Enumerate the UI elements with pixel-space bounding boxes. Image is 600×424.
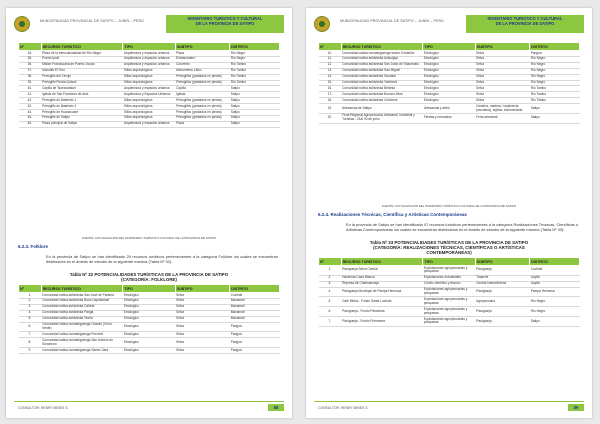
resource-district: Pangoa <box>230 332 280 338</box>
resource-subtype: Selva <box>475 74 530 80</box>
resource-type: Arquitectura y espacios urbanos <box>123 86 175 92</box>
resource-name: Comunidad nativa asháninka Buenos Aires <box>341 92 423 98</box>
resource-district: Pangoa <box>230 322 280 332</box>
resource-name: Comunidad nativa nomatsiguenga Santa Clara <box>41 348 123 354</box>
resource-district: Satipo <box>530 104 580 114</box>
resource-type: Etnológico <box>423 74 475 80</box>
resource-name: Comunidad nativa asháninka San Miguel <box>341 68 423 74</box>
header-col-district: DISTRITO <box>530 258 580 266</box>
table-caption-line1: Tabla Nº 32 POTENCIALIDADES TURÍSTICAS DE LA PROVINCIA DE SATIPO <box>69 272 229 277</box>
row-number: 1. <box>19 293 42 299</box>
document-title-box <box>166 15 284 33</box>
resource-type: Sitios arqueológicos <box>123 74 175 80</box>
header-col-district: DISTRITO <box>230 43 280 51</box>
resource-type: Explotaciones agropecuarias y pesqueras <box>423 287 475 297</box>
resource-type: Etnológico <box>123 338 175 348</box>
row-number: 5. <box>19 316 42 322</box>
resource-district: Río Tambo <box>530 98 580 104</box>
resource-name: Piscigranja Selva Central <box>341 266 423 276</box>
resource-subtype: Selva <box>175 304 230 310</box>
municipality-logo-icon <box>314 16 330 32</box>
resource-type: Explotaciones agropecuarias y pesqueras <box>423 297 475 307</box>
resource-district: Satipo <box>230 92 280 98</box>
resource-name: Comunidad nativa asháninka Cañete <box>41 304 123 310</box>
resource-district: Mazamari <box>230 304 280 310</box>
resource-subtype: Plaza <box>175 51 230 57</box>
header-col-resource: RECURSO TURISTICO <box>41 285 123 293</box>
resource-subtype: Cestería, madera / carpintería (escultura), tejidos, indumentaria <box>475 104 530 114</box>
row-number: 16. <box>319 86 342 92</box>
resource-name: Comunidad nativa asháninka San José de Paramá <box>41 293 123 299</box>
resource-name: Piscigranja - Fundo Primavera <box>341 317 423 327</box>
resource-name: Capilla de Tsancuatsiari <box>41 86 123 92</box>
resource-name: Comunidad nativa asháninka Pangá <box>41 310 123 316</box>
resource-name: Comunidad nativa asháninka Saurialá <box>341 74 423 80</box>
resource-district: Río Tambo <box>230 74 280 80</box>
resource-subtype: Central hidroeléctrica <box>475 281 530 287</box>
header-col-type: TIPO <box>123 43 175 51</box>
resource-subtype: Petroglifos (grabados en piedra) <box>175 110 230 116</box>
header-col-number: Nº <box>19 43 42 51</box>
row-number: 17. <box>319 92 342 98</box>
row-number: 20. <box>319 113 342 123</box>
header-col-subtype: SUBTIPO <box>475 43 530 51</box>
row-number: 2. <box>19 298 42 304</box>
resource-type: Etnológico <box>123 332 175 338</box>
page-right <box>306 8 592 418</box>
row-number: 3. <box>319 281 342 287</box>
row-number: 19. <box>319 104 342 114</box>
resource-subtype: Piscigranja <box>475 266 530 276</box>
resource-name: Puerto Ipoki <box>41 56 123 62</box>
resource-type: Etnológico <box>423 56 475 62</box>
resource-name: Comunidad nativa nomatsiguenga sector Cesarilho <box>341 51 423 57</box>
resource-type: Etnológico <box>423 98 475 104</box>
row-number: 14. <box>319 74 342 80</box>
resource-subtype: Petroglifos (grabados en piedra) <box>175 104 230 110</box>
resource-district: Río Negro <box>530 62 580 68</box>
row-number: 7. <box>19 332 42 338</box>
resource-name: Represa de Chalhuamayo <box>341 281 423 287</box>
page-left <box>6 8 292 418</box>
page-header <box>314 15 584 35</box>
resource-subtype: Selva <box>175 293 230 299</box>
resource-name: Petroglifo de Huanacuare <box>41 110 123 116</box>
contemporary-achievements-table <box>318 257 580 327</box>
row-number: 15. <box>319 80 342 86</box>
row-number: 18. <box>319 98 342 104</box>
resource-name: Comunidad nativa asháninka Yavirironi <box>341 80 423 86</box>
resource-name: Petroglifo Piedra Quisoli <box>41 80 123 86</box>
resource-subtype: Piscigranja <box>475 287 530 297</box>
row-number: 12. <box>319 62 342 68</box>
resource-type: Etnológico <box>423 62 475 68</box>
resource-name: Petroglifo de Satipo <box>41 115 123 121</box>
resource-district: Mazamari <box>230 310 280 316</box>
header-col-subtype: SUBTIPO <box>175 43 230 51</box>
resource-type: Arquitectura y Espacios Urbanos <box>123 92 175 98</box>
resource-subtype: Selva <box>175 338 230 348</box>
table-row <box>319 287 580 297</box>
document-title-line2: DE LA PROVINCIA DE SATIPO <box>195 20 255 26</box>
resource-type: Etnológico <box>123 298 175 304</box>
resource-district: Satipo <box>230 121 280 127</box>
table-source-note: FUENTE: ACTUALIZACIÓN DEL INVENTARIO TURÍSTICO CULTURAL DE LA PROVINCIA DE SATIPO <box>81 236 217 240</box>
table-caption <box>20 272 278 282</box>
document-title-box <box>466 15 584 33</box>
row-number: 8. <box>19 338 42 348</box>
table-row <box>319 113 580 123</box>
resource-district: Coviriali <box>230 293 280 299</box>
resource-district: Río Negro <box>230 51 280 57</box>
resource-district: Río Tambo <box>230 68 280 74</box>
resource-subtype: Piscigranja <box>475 307 530 317</box>
resource-district: Satipo <box>230 86 280 92</box>
resource-name: Café Misha - Fundo Santa Lucinda <box>341 297 423 307</box>
resource-district: Pangoa <box>230 338 280 348</box>
section-paragraph: En la provincia de Satipo se han identificado 20 recursos turísticos pertenecientes a la categoría Folklore los cuales se encuentran distribuidos en el ámbito de estudio de la siguiente manera (Tabla Nº 32): <box>46 254 278 265</box>
resource-type: Etnológico <box>423 86 475 92</box>
resource-type: Arquitectura y espacios urbanos <box>123 56 175 62</box>
row-number: 11. <box>319 56 342 62</box>
municipality-name: MUNICIPALIDAD PROVINCIAL DE SATIPO – JUNÍN – PERÚ <box>40 19 144 23</box>
row-number: 42. <box>19 98 42 104</box>
header-col-district: DISTRITO <box>230 285 280 293</box>
row-number: 13. <box>319 68 342 74</box>
resource-type: Etnológico <box>123 316 175 322</box>
row-number: 40. <box>19 86 42 92</box>
resource-type: Etnológico <box>123 310 175 316</box>
resource-subtype: Embarcadero <box>175 56 230 62</box>
municipality-logo-icon <box>14 16 30 32</box>
resource-type: Etnológico <box>123 293 175 299</box>
header-col-type: TIPO <box>423 258 475 266</box>
resource-district: Río Negro <box>530 80 580 86</box>
row-number: 7. <box>319 317 342 327</box>
resource-district: Satipo <box>230 110 280 116</box>
resource-subtype: Plaza <box>175 121 230 127</box>
resource-name: Comunidad nativa asháninka Cutivireni <box>341 98 423 104</box>
resource-table-left-top <box>18 42 280 128</box>
header-col-district: DISTRITO <box>530 43 580 51</box>
row-number: 2. <box>319 275 342 281</box>
document-title-line2: DE LA PROVINCIA DE SATIPO <box>495 20 555 26</box>
resource-subtype: Piscigranja <box>475 317 530 327</box>
resource-type: Arquitectura y espacios urbanos <box>123 62 175 68</box>
resource-district: Pampa Hermosa <box>530 287 580 297</box>
row-number: 45. <box>19 115 42 121</box>
resource-subtype: Feria artesanal <box>475 113 530 123</box>
resource-table-right-top <box>318 42 580 124</box>
resource-name: Piscigranja - Fundo Palmeiras <box>341 307 423 317</box>
row-number: 6. <box>19 322 42 332</box>
resource-name: Monolito El Toro <box>41 68 123 74</box>
resource-district: Pangoa <box>230 348 280 354</box>
table-row <box>19 121 280 127</box>
resource-district: Río Negro <box>530 56 580 62</box>
section-heading: 6.2.3. Folklore <box>18 244 49 249</box>
row-number: 35. <box>19 56 42 62</box>
row-number: 37. <box>19 68 42 74</box>
row-number: 5. <box>319 297 342 307</box>
row-number: 38. <box>19 74 42 80</box>
table-row <box>19 322 280 332</box>
table-caption-line1: Tabla Nº 33 POTENCIALIDADES TURÍSTICAS DE LA PROVINCIA DE SATIPO <box>369 240 529 245</box>
resource-subtype: Selva <box>475 56 530 62</box>
resource-type: Explotaciones agropecuarias y pesqueras <box>423 307 475 317</box>
resource-name: Iglesia de San Francisco de Asís <box>41 92 123 98</box>
resource-district: Río Negro <box>530 307 580 317</box>
resource-name: Comunidad nativa asháninka Teoria <box>41 316 123 322</box>
resource-district: Llaylla <box>530 281 580 287</box>
resource-district: Llaylla <box>530 275 580 281</box>
resource-subtype: Selva <box>175 310 230 316</box>
resource-district: Mazamari <box>230 316 280 322</box>
resource-subtype: Monumento Lítico <box>175 68 230 74</box>
resource-district: Satipo <box>230 104 280 110</box>
row-number: 6. <box>319 307 342 317</box>
header-col-number: Nº <box>319 258 342 266</box>
resource-type: Artesanías y artes <box>423 104 475 114</box>
table-row <box>319 297 580 307</box>
resource-subtype: Selva <box>175 298 230 304</box>
row-number: 39. <box>19 80 42 86</box>
resource-subtype: Selva <box>475 80 530 86</box>
resource-name: Artesanías de Satipo <box>341 104 423 114</box>
resource-type: Explotaciones agropecuarias y pesqueras <box>423 317 475 327</box>
resource-type: Sitios arqueológicos <box>123 110 175 116</box>
resource-type: Fiestas y mercados <box>423 113 475 123</box>
row-number: 9. <box>19 348 42 354</box>
resource-type: Etnológico <box>423 80 475 86</box>
resource-district: Satipo <box>230 98 280 104</box>
table-caption-line3: CONTEMPORÁNEAS) <box>426 250 472 255</box>
row-number: 4. <box>19 310 42 316</box>
resource-district: Río Tambo <box>230 80 280 86</box>
resource-name: Petroglifo de Bateriato 2 <box>41 104 123 110</box>
resource-name: Comunidad nativa nomatsiguenga Chavini (Cerro Verde) <box>41 322 123 332</box>
resource-subtype: Selva <box>475 68 530 74</box>
header-col-subtype: SUBTIPO <box>175 285 230 293</box>
resource-district: Mazamari <box>230 298 280 304</box>
resource-subtype: Capilla <box>175 86 230 92</box>
resource-name: Comunidad nativa asháninka Autsuijaja <box>341 56 423 62</box>
section-heading: 6.2.4. Realizaciones Técnicas, Científica y Artísticas Contemporáneas <box>318 212 467 217</box>
header-col-subtype: SUBTIPO <box>475 258 530 266</box>
resource-type: Centro científico y técnico <box>423 281 475 287</box>
resource-type: Sitios arqueológicos <box>123 104 175 110</box>
resource-name: Hacienda Casa Blanca <box>341 275 423 281</box>
header-col-number: Nº <box>319 43 342 51</box>
resource-type: Explotaciones agropecuarias y pesqueras <box>423 266 475 276</box>
table-row <box>319 266 580 276</box>
row-number: 1. <box>319 266 342 276</box>
resource-subtype: Selva <box>475 92 530 98</box>
header-col-resource: RECURSO TURISTICO <box>41 43 123 51</box>
municipality-name: MUNICIPALIDAD PROVINCIAL DE SATIPO – JUNÍN – PERÚ <box>340 19 444 23</box>
resource-name: Feria Regional Agropecuaria, Artesanal, Industrial y Turística - 21al 30 de junio <box>341 113 423 123</box>
resource-type: Explotaciones Industriales <box>423 275 475 281</box>
resource-type: Etnológico <box>423 92 475 98</box>
resource-subtype: Convento <box>175 62 230 68</box>
table-caption-line2: (CATEGORÍA: FOLKLORE) <box>121 277 177 282</box>
resource-name: Comunidad nativa asháninka Boca Capiriashari <box>41 298 123 304</box>
resource-subtype: Selva <box>175 322 230 332</box>
table-source-note: FUENTE: ACTUALIZACIÓN DEL INVENTARIO TURÍSTICO CULTURAL DE LA PROVINCIA DE SATIPO <box>381 204 517 208</box>
row-number: 46. <box>19 121 42 127</box>
row-number: 36. <box>19 62 42 68</box>
resource-district: Río Tambo <box>230 62 280 68</box>
consultant-name: CONSULTOR: HENRY MINES S. <box>318 406 369 410</box>
resource-subtype: Petroglifos (grabados en piedra) <box>175 74 230 80</box>
row-number: 10. <box>319 51 342 57</box>
header-col-resource: RECURSO TURISTICO <box>341 43 423 51</box>
table-caption <box>320 240 578 255</box>
row-number: 41. <box>19 92 42 98</box>
resource-type: Arquitectura y espacios urbanos <box>123 51 175 57</box>
table-row <box>319 104 580 114</box>
resource-type: Sitios arqueológicos <box>123 80 175 86</box>
document-title-line1: INVENTARIO TURISTICO Y CULTURAL <box>187 16 263 21</box>
resource-district: Río Negro <box>230 56 280 62</box>
resource-subtype: Selva <box>475 98 530 104</box>
resource-district: Río Negro <box>530 74 580 80</box>
header-col-resource: RECURSO TURISTICO <box>341 258 423 266</box>
page-header <box>14 15 284 35</box>
resource-district: Coviriali <box>530 266 580 276</box>
resource-subtype: Agropecuaria <box>475 297 530 307</box>
document-title-line1: INVENTARIO TURISTICO Y CULTURAL <box>487 16 563 21</box>
resource-subtype: Iglesia <box>175 92 230 98</box>
resource-subtype: Selva <box>175 316 230 322</box>
resource-type: Etnológico <box>123 322 175 332</box>
resource-subtype: Petroglifos (grabados en piedra) <box>175 115 230 121</box>
resource-name: Comunidad nativa nomatsiguenga San Antonio de Sonomoro <box>41 338 123 348</box>
header-col-number: Nº <box>19 285 42 293</box>
resource-type: Etnológico <box>423 51 475 57</box>
resource-district: Pangoa <box>530 51 580 57</box>
resource-type: Etnológico <box>423 68 475 74</box>
resource-district: Satipo <box>230 115 280 121</box>
page-footer <box>14 401 284 412</box>
resource-subtype: Trapiche <box>475 275 530 281</box>
resource-district: Satipo <box>530 113 580 123</box>
page-number: 88 <box>268 404 284 411</box>
resource-subtype: Petroglifos (grabados en piedra) <box>175 98 230 104</box>
resource-name: Plaza de la Interculturalidad de Río Negro <box>41 51 123 57</box>
resource-type: Sitios arqueológicos <box>123 115 175 121</box>
header-col-type: TIPO <box>123 285 175 293</box>
resource-subtype: Selva <box>175 348 230 354</box>
resource-subtype: Selva <box>175 332 230 338</box>
row-number: 44. <box>19 110 42 116</box>
resource-subtype: Selva <box>475 62 530 68</box>
table-row <box>19 338 280 348</box>
resource-name: Piscigranja Municipal de Pampa Hermosa <box>341 287 423 297</box>
page-footer <box>314 401 584 412</box>
resource-type: Etnológico <box>123 304 175 310</box>
resource-subtype: Selva <box>475 51 530 57</box>
resource-type: Arquitectura y espacios urbanos <box>123 121 175 127</box>
resource-district: Río Negro <box>530 297 580 307</box>
resource-subtype: Petroglifos (grabados en piedra) <box>175 80 230 86</box>
table-caption-line2: (CATEGORÍA: REALIZACIONES TÉCNICAS, CIENTÍFICAS O ARTÍSTICAS <box>373 245 525 250</box>
resource-district: Satipo <box>530 317 580 327</box>
section-paragraph: En la provincia de Satipo se han identificado 07 recursos turísticos pertenecientes a la categoría Realizaciones Técnicas, Científicas o Artísticas Contemporáneas los cuales se encuentran distribuidos en el ámbito de estudio de la siguiente manera (Tabla Nº 33): <box>346 222 578 233</box>
resource-district: Río Negro <box>530 68 580 74</box>
resource-type: Sitios arqueológicos <box>123 98 175 104</box>
row-number: 4. <box>319 287 342 297</box>
header-col-type: TIPO <box>423 43 475 51</box>
resource-district: Río Tambo <box>530 86 580 92</box>
resource-name: Plaza principal de Satipo <box>41 121 123 127</box>
row-number: 34. <box>19 51 42 57</box>
table-row <box>319 317 580 327</box>
page-number: 89 <box>568 404 584 411</box>
resource-type: Sitios arqueológicos <box>123 68 175 74</box>
resource-district: Río Tambo <box>530 92 580 98</box>
table-row <box>19 348 280 354</box>
resource-name: Comunidad nativa asháninka Betania <box>341 86 423 92</box>
resource-type: Etnológico <box>123 348 175 354</box>
resource-name: Comunidad nativa nomatsiguenga Porvenir <box>41 332 123 338</box>
resource-name: Petroglifo de Bateriato 1 <box>41 98 123 104</box>
resource-subtype: Selva <box>475 86 530 92</box>
table-row <box>319 307 580 317</box>
resource-name: Petroglifo del Cerujo <box>41 74 123 80</box>
consultant-name: CONSULTOR: HENRY MINES S. <box>18 406 69 410</box>
row-number: 3. <box>19 304 42 310</box>
row-number: 43. <box>19 104 42 110</box>
resource-name: Misión Franciscana de Puerto Ocopa <box>41 62 123 68</box>
folklore-table <box>18 284 280 354</box>
resource-name: Comunidad nativa asháninka San Justo de Shaurinato <box>341 62 423 68</box>
